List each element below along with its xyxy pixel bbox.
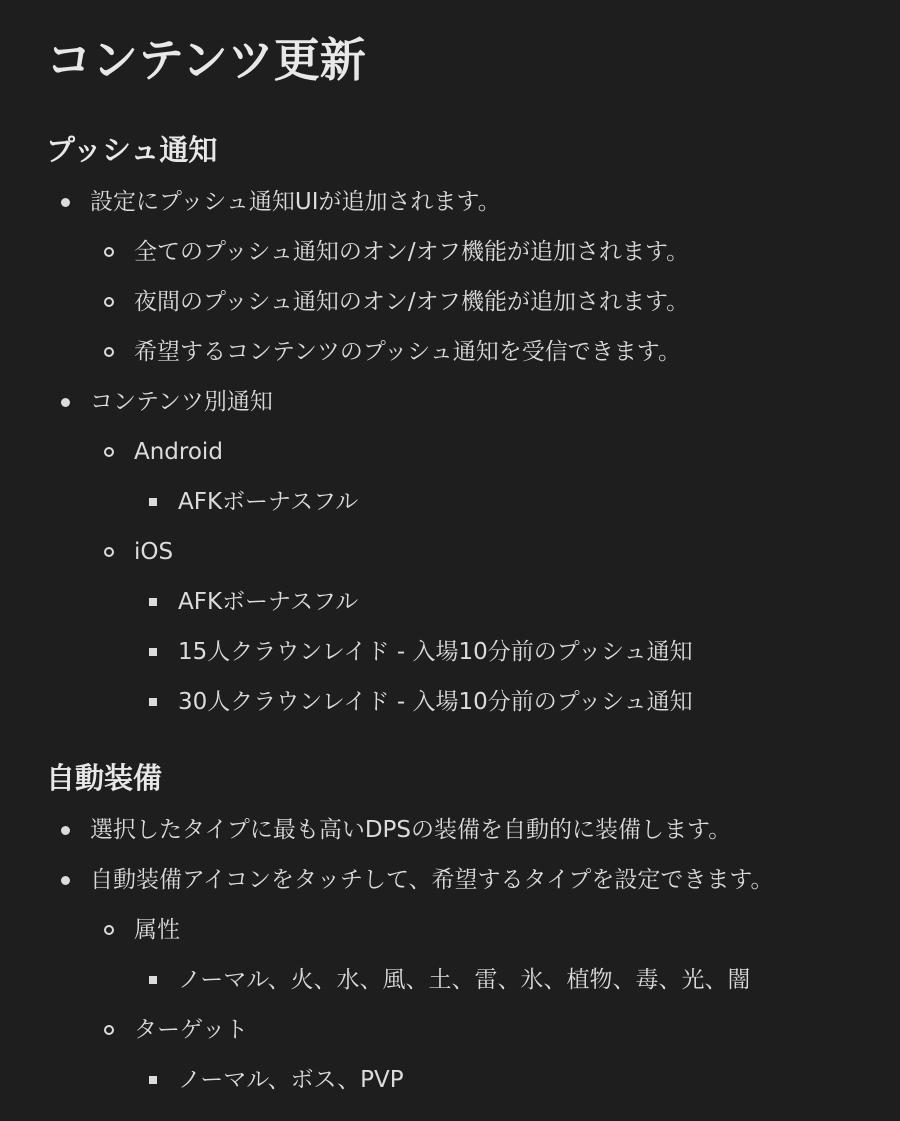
list-item: ノーマル、ボス、PVP [178,1064,404,1096]
list-item: 15人クラウンレイド - 入場10分前のプッシュ通知 [178,636,693,668]
bullet-disc-icon [61,826,70,835]
bullet-square-icon [149,648,157,656]
bullet-disc-icon [61,398,70,407]
list-item: AFKボーナスフル [178,486,358,518]
bullet-circle-icon [104,547,114,557]
bullet-circle-icon [104,925,114,935]
list-item: 設定にプッシュ通知UIが追加されます。 [90,186,501,218]
list-item: コンテンツ別通知 [90,386,273,418]
list-item: Android [134,436,223,468]
list-item: 夜間のプッシュ通知のオン/オフ機能が追加されます。 [134,286,689,318]
list-item: 全てのプッシュ通知のオン/オフ機能が追加されます。 [134,236,689,268]
list-item: 希望するコンテンツのプッシュ通知を受信できます。 [134,336,681,368]
bullet-circle-icon [104,447,114,457]
bullet-disc-icon [61,198,70,207]
bullet-disc-icon [61,876,70,885]
bullet-circle-icon [104,347,114,357]
bullet-square-icon [149,598,157,606]
bullet-square-icon [149,976,157,984]
bullet-square-icon [149,1076,157,1084]
list-item: AFKボーナスフル [178,586,358,618]
list-item: iOS [134,536,173,568]
section-heading-push-notification: プッシュ通知 [46,133,218,167]
section-heading-auto-equip: 自動装備 [46,761,163,795]
list-item: 選択したタイプに最も高いDPSの装備を自動的に装備します。 [90,814,731,846]
bullet-square-icon [149,498,157,506]
bullet-square-icon [149,698,157,706]
list-item: ターゲット [134,1014,248,1046]
bullet-circle-icon [104,1025,114,1035]
list-item: ノーマル、火、水、風、土、雷、氷、植物、毒、光、闇 [178,964,750,996]
list-item: 自動装備アイコンをタッチして、希望するタイプを設定できます。 [90,864,774,896]
bullet-circle-icon [104,247,114,257]
list-item: 30人クラウンレイド - 入場10分前のプッシュ通知 [178,686,693,718]
list-item: 属性 [134,914,180,946]
bullet-circle-icon [104,297,114,307]
page-title: コンテンツ更新 [46,33,366,87]
